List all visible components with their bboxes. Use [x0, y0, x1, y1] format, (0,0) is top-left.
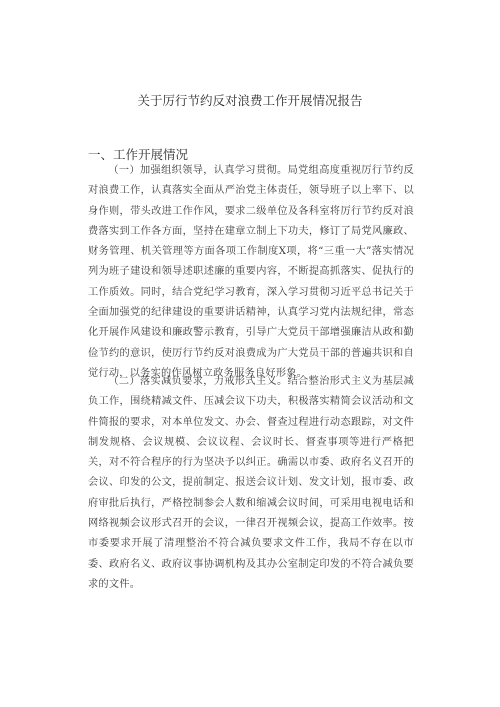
section-heading: 一、工作开展情况	[88, 147, 189, 162]
document-title: 关于厉行节约反对浪费工作开展情况报告	[137, 93, 363, 108]
paragraph-organizational-leadership: （一）加强组织领导，认真学习贯彻。局党组高度重视厉行节约反对浪费工作，认真落实全面从严治党主体责任，领导班子以上率下、以身作则，带头改进工作作风，要求二级单位及各科室将厉行节约反对浪费落实到工作各方面，坚持在建章立制上下功夫，修订了局党风廉政、财务管理、机关管理等方面各项工作制度X项，将“三重一大”落实情况列为班子建设和领导述职述廉的重要内容，不断提高抓落实、促执行的工作质效。同时，结合党纪学习教育，深入学习贯彻习近平总书记关于全面加强党的纪律建设的重要讲话精神，认真学习党内法规纪律，常态化开展作风建设和廉政警示教育，引导广大党员干部增强廉洁从政和勤俭节约的意识，使厉行节约反对浪费成为广大党员干部的普遍共识和自觉行动，以务实的作风树立政务服务良好形象。	[88, 165, 414, 379]
paragraph-burden-reduction: （二）落实减负要求，力戒形式主义。结合整治形式主义为基层减负工作，围绕精减文件、压减会议下功夫，积极落实精简会议活动和文件简报的要求，对本单位发文、办会、督查过程进行动态跟踪，对文件制发规格、会议规模、会议议程、会议时长、督查事项等进行严格把关，对不符合程序的行为坚决予以纠正。确需以市委、政府名义召开的会议、印发的公文，提前制定、报送会议计划、发文计划，报市委、政府审批后执行，严格控制参会人数和缩减会议时间，可采用电视电话和网络视频会议形式召开的会议，一律召开视频会议，提高工作效率。按市委要求开展了清理整治不符合减负要求文件工作，我局不存在以市委、政府名义、政府议事协调机构及其办公室制定印发的不符合减负要求的文件。	[88, 376, 414, 590]
